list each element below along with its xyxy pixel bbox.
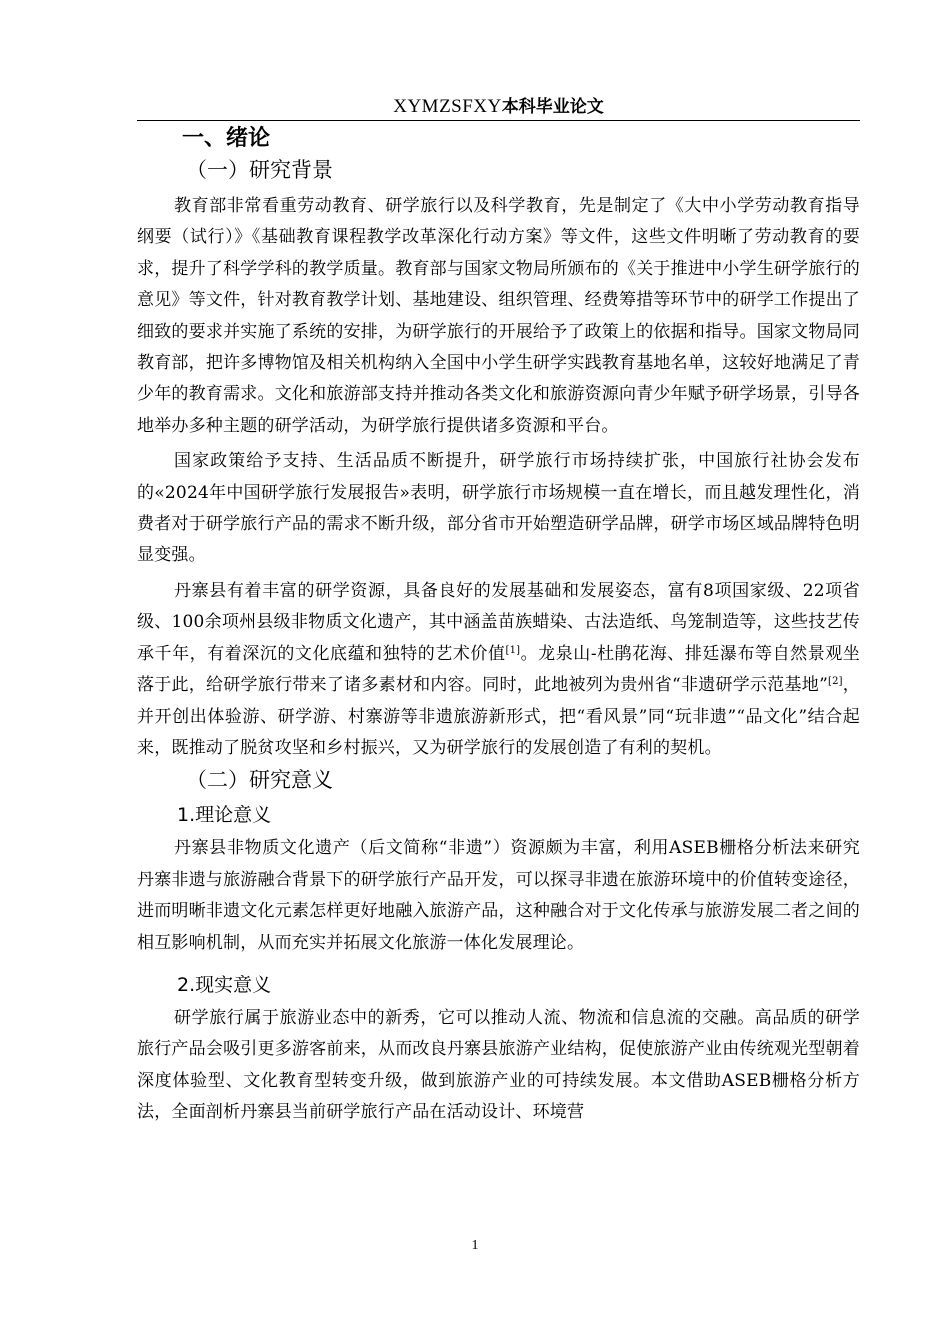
paragraph-danzhai <box>137 576 860 764</box>
citation-1: [1] <box>505 644 521 656</box>
section-title-significance: （二）研究意义 <box>186 768 333 793</box>
paragraph-policy: 教育部非常看重劳动教育、研学旅行以及科学教育，先是制定了《大中小学劳动教育指导纲要（试行）》《基础教育课程教学改革深化行动方案》等文件，这些文件明晰了劳动教育的要求，提升了科学学科的教学质量。教育部与国家文物局所颁布的《关于推进中小学生研学旅行的意见》等文件，针对教育教学计划、基地建设、组织管理、经费筹措等环节中的研学工作提出了细致的要求并实施了系统的安排，为研学旅行的开展给予了政策上的依据和指导。国家文物局同教育部，把许多博物馆及相关机构纳入全国中小学生研学实践教育基地名单，这较好地满足了青少年的教育需求。文化和旅游部支持并推动各类文化和旅游资源向青少年赋予研学场景，引导各地举办多种主题的研学活动，为研学旅行提供诸多资源和平台。 <box>137 196 860 436</box>
paragraph-theory: 丹寨县非物质文化遗产（后文简称“非遗”）资源颇为丰富，利用ASEB栅格分析法来研究丹寨非遗与旅游融合背景下的研学旅行产品开发，可以探寻非遗在旅游环境中的价值转变途径，进而明晰非遗文化元素怎样更好地融入旅游产品，这种融合对于文化传承与旅游发展二者之间的相互影响机制，从而充实并拓展文化旅游一体化发展理论。 <box>137 838 860 953</box>
subsection-title-theory: 1.理论意义 <box>177 804 272 827</box>
header-suffix: 本科毕业论文 <box>501 97 604 117</box>
paragraph-danzhai-part3: ，并开创出体验游、研学游、村寨游等非遗旅游新形式，把“看风景”同“玩非遗”“品文化”结合起来，既推动了脱贫攻坚和乡村振兴，又为研学旅行的发展创造了有利的契机。 <box>137 675 860 758</box>
body-content <box>137 124 860 1129</box>
subsection-title-practice: 2.现实意义 <box>177 973 272 996</box>
running-header <box>137 92 860 121</box>
paragraph-market: 国家政策给予支持、生活品质不断提升，研学旅行市场持续扩张，中国旅行社协会发布的«2024年中国研学旅行发展报告»表明，研学旅行市场规模一直在增长，而且越发理性化，消费者对于研学旅行产品的需求不断升级，部分省市开始塑造研学品牌，研学市场区域品牌特色明显变强。 <box>137 451 860 566</box>
paragraph-danzhai-part2: 。龙泉山-杜鹃花海、排廷瀑布等自然景观坐落于此，给研学旅行带来了诸多素材和内容。同时，此地被列为贵州省“非遗研学示范基地” <box>137 643 860 696</box>
paragraph-danzhai-part1: 丹寨县有着丰富的研学资源，具备良好的发展基础和发展姿态，富有8项国家级、22项省级、100余项州县级非物质文化遗产，其中涵盖苗族蜡染、古法造纸、鸟笼制造等，这些技艺传承千年，有着深沉的文化底蕴和独特的艺术价值 <box>137 580 860 664</box>
page-number: 1 <box>471 1238 479 1253</box>
section-title-background: （一）研究背景 <box>186 158 333 182</box>
header-code: XYMZSFXY <box>393 96 502 117</box>
chapter-title: 一、绪论 <box>182 126 271 151</box>
citation-2: [2] <box>827 676 843 688</box>
paragraph-practice: 研学旅行属于旅游业态中的新秀，它可以推动人流、物流和信息流的交融。高品质的研学旅行产品会吸引更多游客前来，从而改良丹寨县旅游产业结构，促使旅游产业由传统观光型朝着深度体验型、文化教育型转变升级，做到旅游产业的可持续发展。本文借助ASEB栅格分析方法，全面剖析丹寨县当前研学旅行产品在活动设计、环境营 <box>137 1007 860 1123</box>
